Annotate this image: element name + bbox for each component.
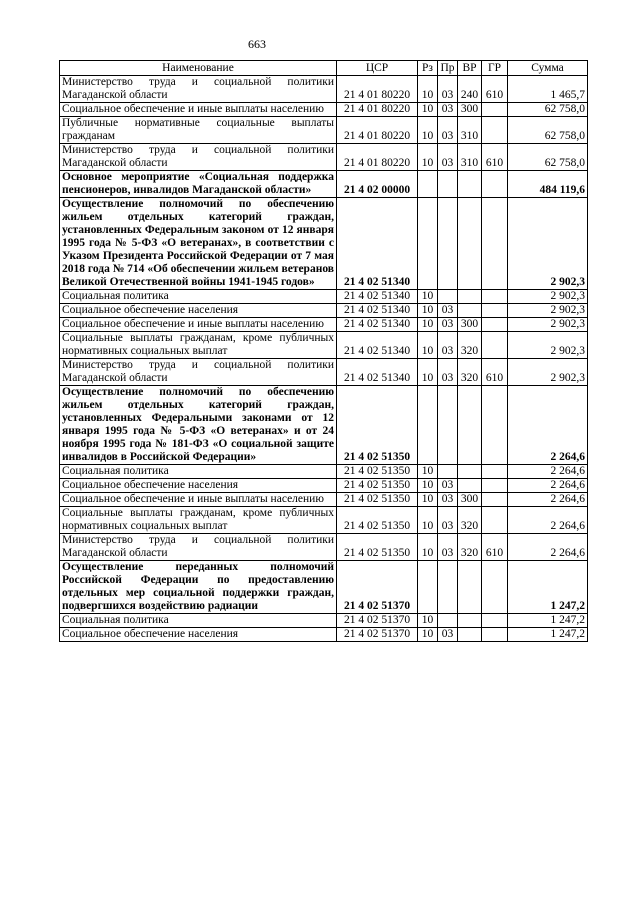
row-vr xyxy=(458,304,482,318)
table-row xyxy=(60,198,588,290)
row-pr xyxy=(438,614,458,628)
row-csr: 21 4 02 00000 xyxy=(337,171,418,198)
row-rz: 10 xyxy=(418,290,438,304)
table-row xyxy=(60,171,588,198)
row-rz xyxy=(418,171,438,198)
row-rz: 10 xyxy=(418,628,438,642)
header-gr: ГР xyxy=(482,61,508,76)
row-rz: 10 xyxy=(418,465,438,479)
row-name: Социальные выплаты гражданам, кроме публичных нормативных социальных выплат xyxy=(60,507,337,534)
table-row xyxy=(60,507,588,534)
row-gr xyxy=(482,290,508,304)
row-gr xyxy=(482,386,508,465)
row-pr: 03 xyxy=(438,117,458,144)
table-row xyxy=(60,359,588,386)
table-row xyxy=(60,304,588,318)
table-row xyxy=(60,386,588,465)
row-vr xyxy=(458,386,482,465)
row-gr xyxy=(482,198,508,290)
table-row xyxy=(60,76,588,103)
row-pr: 03 xyxy=(438,318,458,332)
row-rz: 10 xyxy=(418,359,438,386)
row-vr xyxy=(458,198,482,290)
row-rz: 10 xyxy=(418,144,438,171)
row-name: Осуществление переданных полномочий Российской Федерации по предоставлению отдельных мер социальной поддержки граждан, подвергшихся воздействию радиации xyxy=(60,561,337,614)
row-vr xyxy=(458,628,482,642)
row-sum: 2 902,3 xyxy=(508,290,588,304)
row-csr: 21 4 02 51350 xyxy=(337,479,418,493)
table-row xyxy=(60,534,588,561)
row-pr: 03 xyxy=(438,76,458,103)
header-pr: Пр xyxy=(438,61,458,76)
table-row xyxy=(60,144,588,171)
row-rz: 10 xyxy=(418,304,438,318)
row-vr xyxy=(458,561,482,614)
row-vr: 310 xyxy=(458,117,482,144)
row-pr xyxy=(438,465,458,479)
row-gr xyxy=(482,493,508,507)
row-gr xyxy=(482,561,508,614)
page-number: 663 xyxy=(248,37,266,51)
row-gr xyxy=(482,507,508,534)
row-gr xyxy=(482,465,508,479)
row-sum: 62 758,0 xyxy=(508,117,588,144)
row-pr: 03 xyxy=(438,332,458,359)
row-csr: 21 4 01 80220 xyxy=(337,76,418,103)
header-sum: Сумма xyxy=(508,61,588,76)
row-gr xyxy=(482,171,508,198)
row-rz: 10 xyxy=(418,332,438,359)
row-sum: 484 119,6 xyxy=(508,171,588,198)
row-pr: 03 xyxy=(438,493,458,507)
row-csr: 21 4 02 51370 xyxy=(337,614,418,628)
row-sum: 1 247,2 xyxy=(508,628,588,642)
row-gr xyxy=(482,103,508,117)
row-vr: 320 xyxy=(458,332,482,359)
row-rz xyxy=(418,561,438,614)
row-name: Основное мероприятие «Социальная поддержка пенсионеров, инвалидов Магаданской области» xyxy=(60,171,337,198)
table-row xyxy=(60,318,588,332)
budget-table xyxy=(59,60,588,642)
row-sum: 2 902,3 xyxy=(508,318,588,332)
row-pr: 03 xyxy=(438,507,458,534)
row-csr: 21 4 01 80220 xyxy=(337,117,418,144)
row-name: Социальное обеспечение населения xyxy=(60,628,337,642)
row-gr xyxy=(482,117,508,144)
table-row xyxy=(60,614,588,628)
row-name: Осуществление полномочий по обеспечению жильем отдельных категорий граждан, установленных Федеральными законами от 12 января 1995 года № 5-ФЗ «О ветеранах» и от 24 ноября 1995 года № 181-ФЗ «О социальной защите инвалидов в Российской Федерации» xyxy=(60,386,337,465)
row-csr: 21 4 02 51350 xyxy=(337,534,418,561)
row-csr: 21 4 01 80220 xyxy=(337,103,418,117)
table-row xyxy=(60,479,588,493)
row-vr: 240 xyxy=(458,76,482,103)
row-csr: 21 4 02 51350 xyxy=(337,507,418,534)
row-sum: 62 758,0 xyxy=(508,103,588,117)
row-name: Социальное обеспечение населения xyxy=(60,304,337,318)
row-gr xyxy=(482,304,508,318)
table-row xyxy=(60,493,588,507)
row-gr xyxy=(482,332,508,359)
row-name: Осуществление полномочий по обеспечению жильем отдельных категорий граждан, установленных Федеральным законом от 12 января 1995 года № 5-ФЗ «О ветеранах», в соответствии с Указом Президента Российской Федерации от 7 мая 2018 года № 714 «Об обеспечении жильем ветеранов Великой Отечественной войны 1941-1945 годов» xyxy=(60,198,337,290)
row-sum: 2 902,3 xyxy=(508,198,588,290)
row-vr xyxy=(458,479,482,493)
row-csr: 21 4 02 51340 xyxy=(337,290,418,304)
row-csr: 21 4 02 51370 xyxy=(337,561,418,614)
row-sum: 2 264,6 xyxy=(508,534,588,561)
row-csr: 21 4 02 51350 xyxy=(337,386,418,465)
row-rz: 10 xyxy=(418,493,438,507)
row-rz: 10 xyxy=(418,76,438,103)
table-row xyxy=(60,117,588,144)
row-csr: 21 4 02 51340 xyxy=(337,332,418,359)
table-row xyxy=(60,561,588,614)
row-sum: 2 902,3 xyxy=(508,359,588,386)
header-row xyxy=(60,61,588,76)
row-name: Министерство труда и социальной политики Магаданской области xyxy=(60,76,337,103)
table-row xyxy=(60,332,588,359)
row-sum: 2 264,6 xyxy=(508,386,588,465)
row-pr: 03 xyxy=(438,144,458,171)
row-rz: 10 xyxy=(418,479,438,493)
row-sum: 2 264,6 xyxy=(508,479,588,493)
row-rz: 10 xyxy=(418,318,438,332)
table-row xyxy=(60,103,588,117)
header-vr: ВР xyxy=(458,61,482,76)
row-vr xyxy=(458,290,482,304)
row-sum: 1 247,2 xyxy=(508,614,588,628)
row-rz: 10 xyxy=(418,507,438,534)
row-pr: 03 xyxy=(438,534,458,561)
row-pr xyxy=(438,561,458,614)
row-rz: 10 xyxy=(418,614,438,628)
row-sum: 62 758,0 xyxy=(508,144,588,171)
table-row xyxy=(60,290,588,304)
row-csr: 21 4 02 51350 xyxy=(337,465,418,479)
row-csr: 21 4 02 51370 xyxy=(337,628,418,642)
row-pr xyxy=(438,198,458,290)
row-name: Министерство труда и социальной политики Магаданской области xyxy=(60,144,337,171)
row-rz: 10 xyxy=(418,117,438,144)
row-vr: 300 xyxy=(458,493,482,507)
row-vr: 320 xyxy=(458,507,482,534)
row-gr: 610 xyxy=(482,144,508,171)
row-name: Социальная политика xyxy=(60,290,337,304)
row-vr xyxy=(458,465,482,479)
row-pr xyxy=(438,171,458,198)
row-pr: 03 xyxy=(438,103,458,117)
row-vr: 300 xyxy=(458,103,482,117)
row-name: Социальное обеспечение населения xyxy=(60,479,337,493)
row-name: Социальное обеспечение и иные выплаты населению xyxy=(60,493,337,507)
row-gr: 610 xyxy=(482,76,508,103)
row-sum: 1 465,7 xyxy=(508,76,588,103)
row-name: Публичные нормативные социальные выплаты гражданам xyxy=(60,117,337,144)
row-name: Министерство труда и социальной политики Магаданской области xyxy=(60,359,337,386)
row-vr: 310 xyxy=(458,144,482,171)
row-pr xyxy=(438,386,458,465)
row-gr xyxy=(482,479,508,493)
table-body xyxy=(60,76,588,642)
row-sum: 1 247,2 xyxy=(508,561,588,614)
row-sum: 2 264,6 xyxy=(508,493,588,507)
row-pr xyxy=(438,290,458,304)
row-sum: 2 264,6 xyxy=(508,465,588,479)
header-name: Наименование xyxy=(60,61,337,76)
row-csr: 21 4 02 51340 xyxy=(337,359,418,386)
table-row xyxy=(60,465,588,479)
row-name: Социальная политика xyxy=(60,614,337,628)
row-vr: 320 xyxy=(458,534,482,561)
row-vr xyxy=(458,614,482,628)
row-sum: 2 264,6 xyxy=(508,507,588,534)
row-rz xyxy=(418,386,438,465)
row-name: Социальное обеспечение и иные выплаты населению xyxy=(60,318,337,332)
row-sum: 2 902,3 xyxy=(508,332,588,359)
row-rz: 10 xyxy=(418,534,438,561)
row-vr: 320 xyxy=(458,359,482,386)
table-row xyxy=(60,628,588,642)
row-rz: 10 xyxy=(418,103,438,117)
row-pr: 03 xyxy=(438,628,458,642)
header-csr: ЦСР xyxy=(337,61,418,76)
header-rz: Рз xyxy=(418,61,438,76)
row-gr xyxy=(482,628,508,642)
row-sum: 2 902,3 xyxy=(508,304,588,318)
row-gr xyxy=(482,318,508,332)
row-name: Социальное обеспечение и иные выплаты населению xyxy=(60,103,337,117)
row-pr: 03 xyxy=(438,304,458,318)
row-csr: 21 4 02 51340 xyxy=(337,304,418,318)
row-vr xyxy=(458,171,482,198)
row-vr: 300 xyxy=(458,318,482,332)
row-csr: 21 4 02 51340 xyxy=(337,198,418,290)
row-gr xyxy=(482,614,508,628)
row-name: Социальная политика xyxy=(60,465,337,479)
row-gr: 610 xyxy=(482,359,508,386)
row-csr: 21 4 02 51340 xyxy=(337,318,418,332)
row-name: Социальные выплаты гражданам, кроме публичных нормативных социальных выплат xyxy=(60,332,337,359)
row-gr: 610 xyxy=(482,534,508,561)
row-csr: 21 4 02 51350 xyxy=(337,493,418,507)
row-rz xyxy=(418,198,438,290)
row-pr: 03 xyxy=(438,479,458,493)
row-name: Министерство труда и социальной политики Магаданской области xyxy=(60,534,337,561)
row-csr: 21 4 01 80220 xyxy=(337,144,418,171)
row-pr: 03 xyxy=(438,359,458,386)
